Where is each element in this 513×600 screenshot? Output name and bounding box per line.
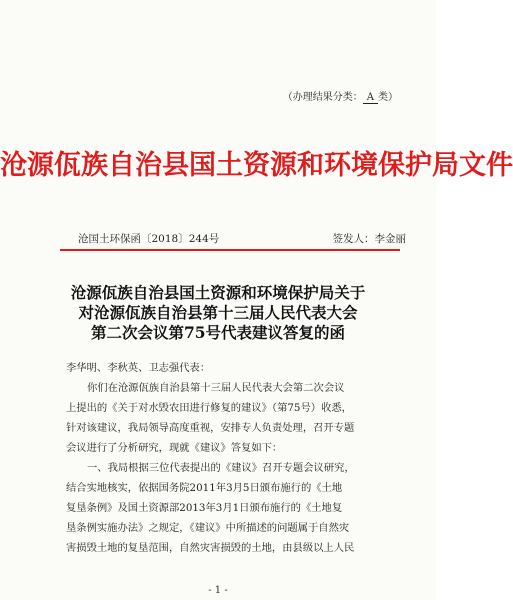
body-line: 害损毁土地的复垦范围，自然灾害损毁的土地，由县级以上人民 [66, 542, 355, 554]
classification-suffix: 类） [378, 92, 398, 103]
body-line: 结合实地核实，依据国务院2011年3月5日颁布施行的《土地 [66, 482, 343, 494]
body-line: 垦条例实施办法》之规定，《建议》中所描述的问题属于自然灾 [66, 522, 350, 534]
red-divider-line [60, 249, 400, 251]
page-number: - 1 - [208, 585, 228, 596]
body-line: 你们在沧源佤族自治县第十三届人民代表大会第二次会议 [87, 382, 345, 394]
issuer-header: 沧源佤族自治县国土资源和环境保护局文件 [0, 150, 513, 181]
body-line: 复垦条例》及国土资源部2013年3月1日颁布施行的《土地复 [66, 502, 343, 514]
document-number: 沧国土环保函〔2018〕244号 [78, 233, 220, 245]
classification-line [283, 88, 398, 104]
body-line: 一、我局根据三位代表提出的《建议》召开专题会议研究， [87, 462, 355, 474]
salutation: 李华明、李秋英、卫志强代表： [66, 362, 211, 374]
document-body [66, 358, 412, 558]
signer: 签发人：李金丽 [332, 233, 406, 245]
title-line: 沧源佤族自治县国土资源和环境保护局关于 [70, 283, 366, 302]
body-line: 上提出的《关于对水毁农田进行修复的建议》（第75号）收悉， [66, 402, 352, 414]
document-title [0, 283, 436, 343]
title-line: 对沧源佤族自治县第十三届人民代表大会 [78, 303, 358, 322]
body-line: 针对该建议，我局领导高度重视，安排专人负责处理，召开专题 [66, 422, 355, 434]
classification-prefix: （办理结果分类： [282, 92, 363, 103]
title-line: 第二次会议第75号代表建议答复的函 [90, 323, 346, 342]
body-line: 会议进行了分析研究，现就《建议》答复如下： [66, 442, 283, 454]
classification-value: A [363, 92, 378, 104]
